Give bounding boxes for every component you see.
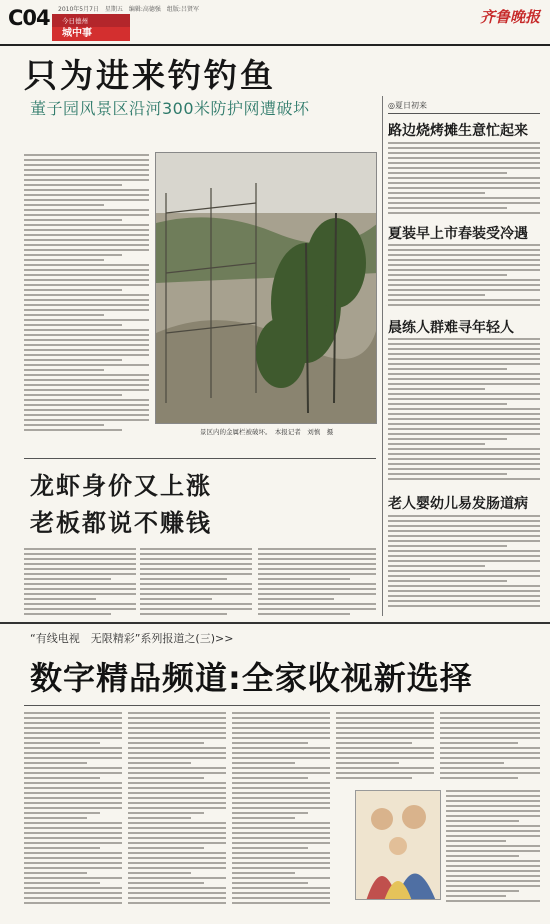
feature-body-col2 [128, 712, 226, 914]
family-tv-photo [355, 790, 441, 900]
summer-clothes-body [388, 244, 540, 312]
lead-body-left [24, 154, 149, 446]
crayfish-body-col1 [24, 548, 136, 618]
feature-body-col1 [24, 712, 122, 914]
feature-body-col4 [336, 712, 434, 784]
section-sub-label: 今日德州 [62, 17, 88, 25]
intestinal-illness-headline: 老人婴幼儿易发肠道病 [388, 496, 528, 512]
bbq-stall-headline: 路边烧烤摊生意忙起来 [388, 123, 528, 139]
lead-subheadline: 董子园风景区沿河300米防护网遭破坏 [30, 99, 310, 118]
newspaper-logo: 齐鲁晚报 [479, 8, 540, 26]
intestinal-illness-body [388, 515, 540, 615]
photo-caption: 景区内的金属栏被破坏。 本报记者 刘慎 摄 [200, 428, 334, 436]
date-line: 2010年5月7日 星期五 编辑:高德强 组版:吕贤军 [58, 6, 199, 13]
feature-headline: 数字精品频道:全家收视新选择 [30, 659, 473, 697]
feature-body-col5-lower [446, 790, 540, 912]
lead-headline: 只为进来钓钓鱼 [24, 56, 276, 95]
page-number: C04 [8, 6, 50, 30]
feature-top-rule [0, 622, 550, 624]
feature-head-rule [24, 705, 540, 706]
feature-body-col4-lower [336, 790, 352, 900]
morning-exercise-headline: 晨练人群难寻年轻人 [388, 320, 514, 336]
fence-photo-illustration [156, 153, 377, 424]
fence-photo [155, 152, 377, 424]
column-tag: ◎夏日初来 [388, 101, 427, 110]
column-tag-rule [388, 113, 540, 114]
family-photo-illustration [356, 791, 441, 900]
crayfish-body-col2 [140, 548, 252, 618]
crayfish-headline-line2: 老板都说不赚钱 [30, 509, 212, 537]
column-divider [382, 96, 383, 616]
crayfish-headline-line1: 龙虾身价又上涨 [30, 472, 212, 500]
crayfish-body-col3 [258, 548, 376, 618]
section-title: 城中事 [52, 27, 130, 41]
story-divider [24, 458, 376, 459]
feature-body-col3 [232, 712, 330, 914]
header-divider [0, 44, 550, 46]
bbq-stall-body [388, 142, 540, 218]
summer-clothes-headline: 夏装早上市春装受冷遇 [388, 226, 528, 242]
morning-exercise-body [388, 338, 540, 486]
series-label: “有线电视 无限精彩”系列报道之(三)>> [30, 632, 234, 645]
feature-body-col5 [440, 712, 540, 784]
